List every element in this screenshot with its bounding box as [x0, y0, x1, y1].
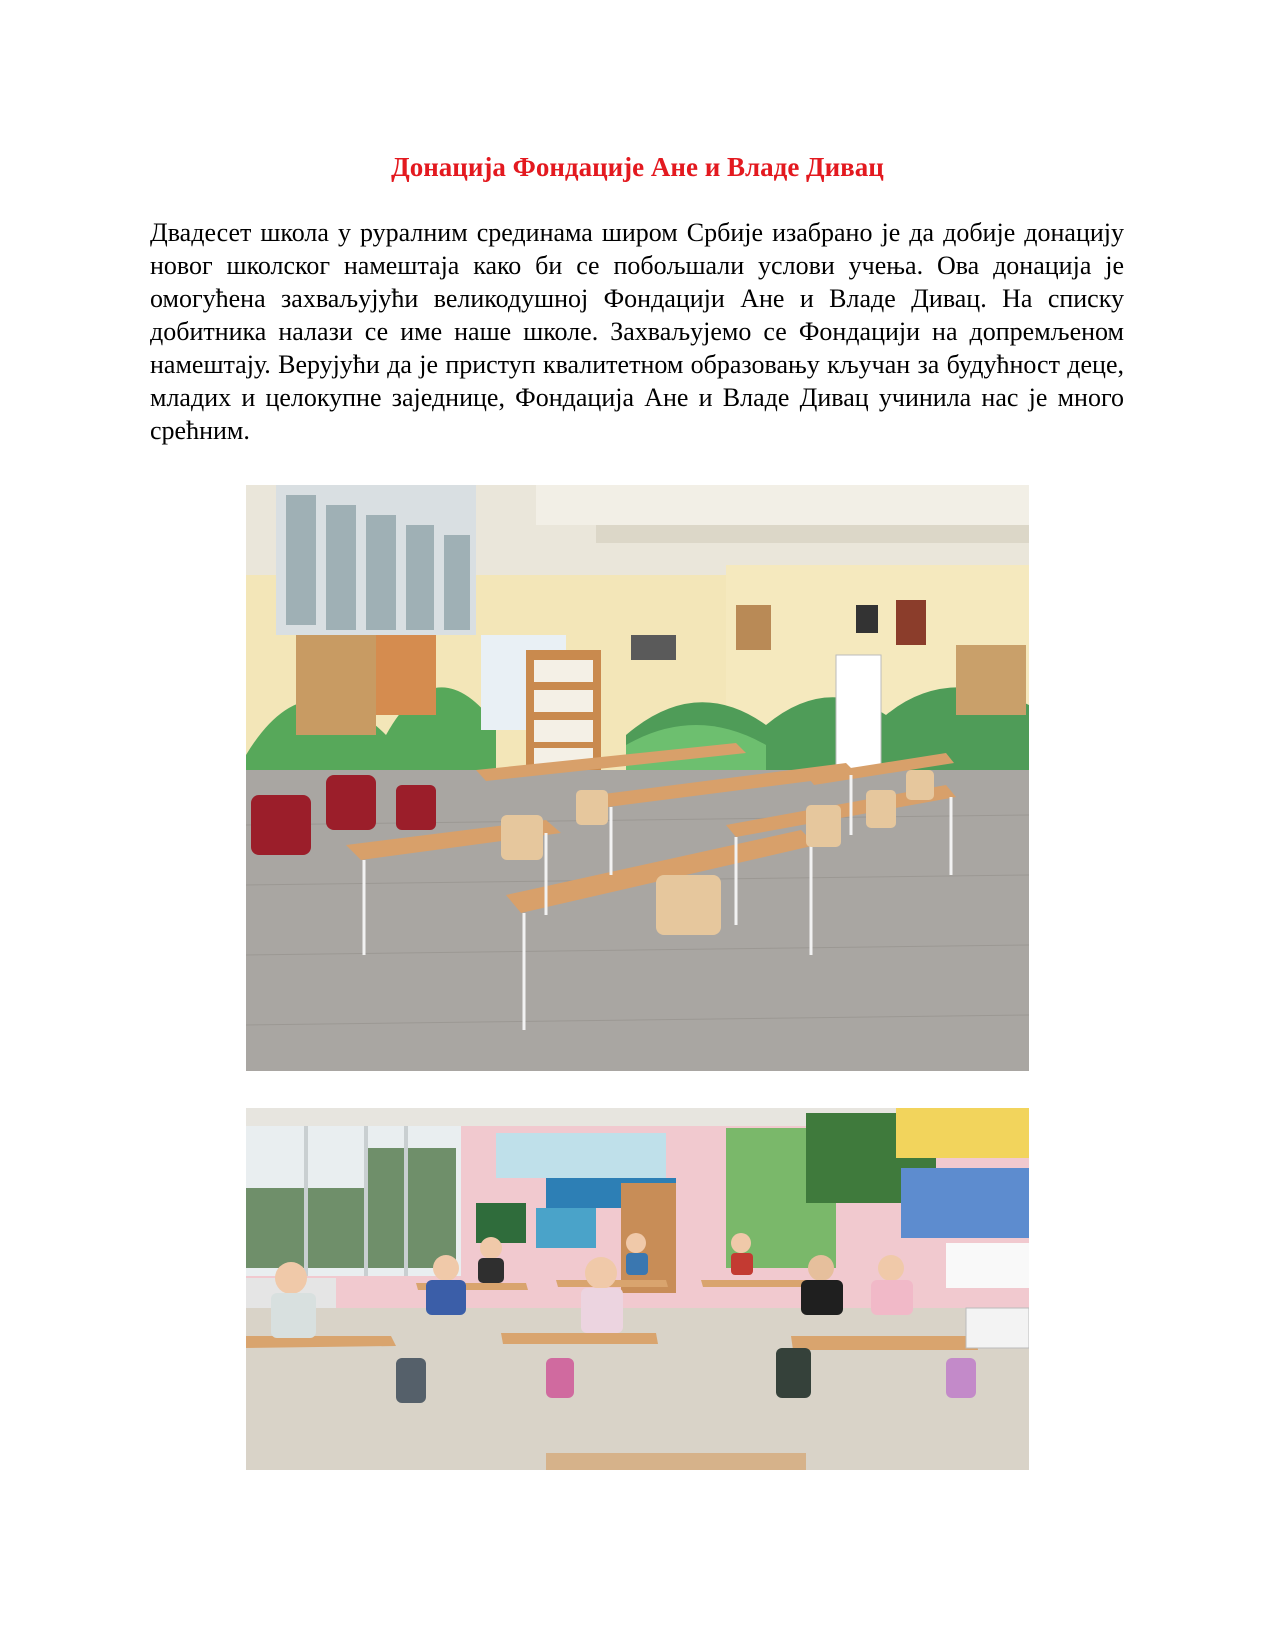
page-title: Донација Фондације Ане и Владе Дивац — [391, 152, 884, 182]
classroom-furniture-photo — [246, 485, 1029, 1071]
children-classroom-photo — [246, 1108, 1029, 1470]
body-paragraph: Двадесет школа у руралним срединама широм Србије изабрано је да добије донацију новог школског намештаја како би се побољшали услови учења. Ова донација је омогућена захваљујући великодушној Фондацији Ане и Владе Дивац. На списку добитника налази се име наше школе. Захваљујемо се Фондацији на допремљеном намештају. Верујући да је приступ квалитетном образовању кључан за будућност деце, младих и целокупне заједнице, Фондација Ане и Владе Дивац учинила нас је много срећним. — [150, 218, 1124, 445]
